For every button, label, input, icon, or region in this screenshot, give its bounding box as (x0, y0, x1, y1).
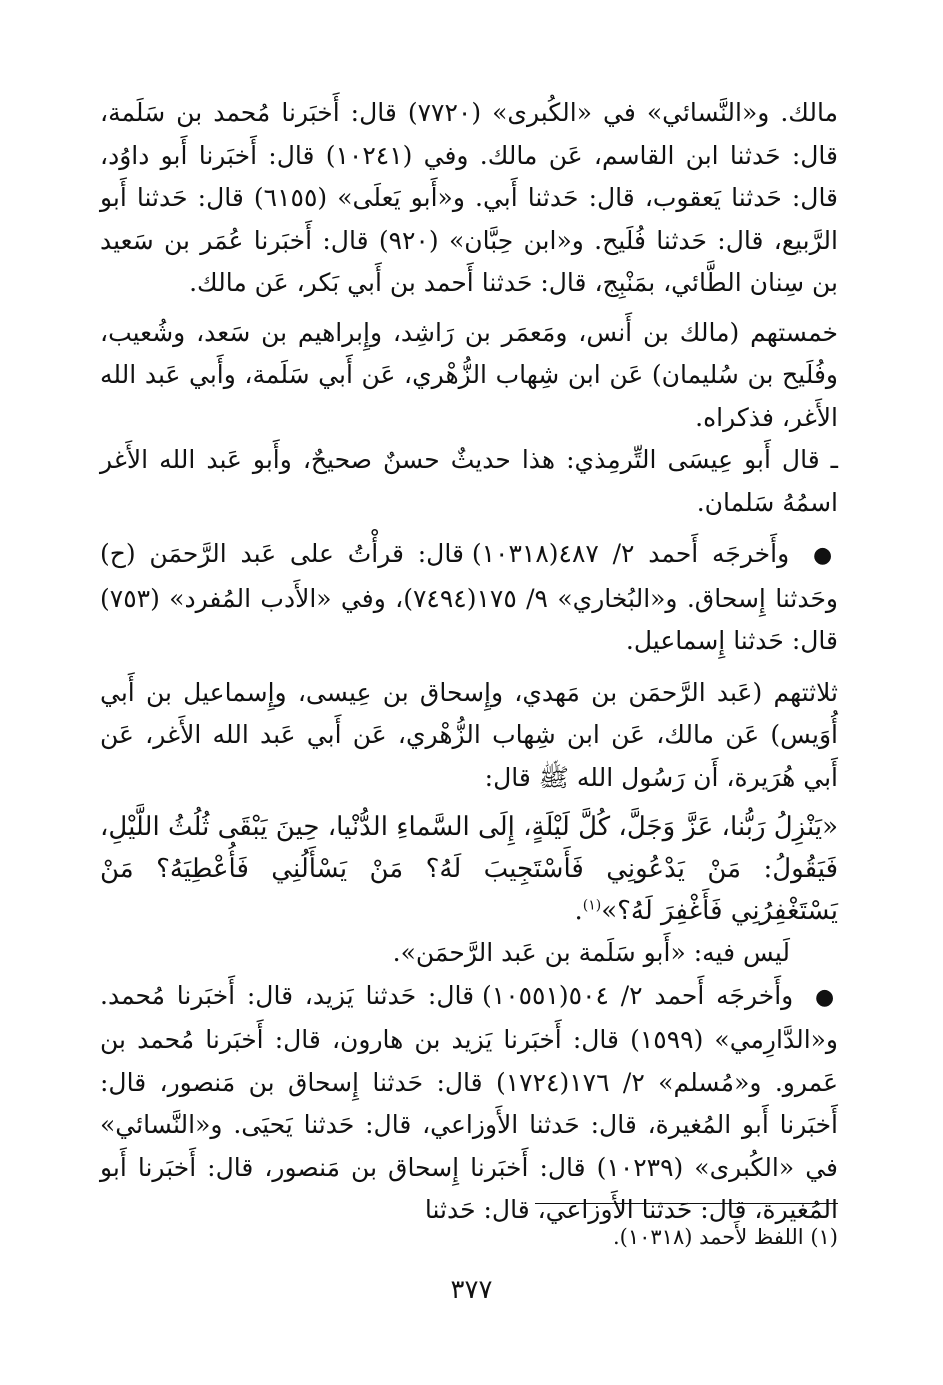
paragraph-thalathatuhum (100, 672, 838, 800)
text-line: ـ قال أَبو عِيسَى التِّرمِذي: هذا حديثٌ حسنٌ صحيحٌ، وأَبو عَبد الله الأَغر اسمُهُ (100, 445, 838, 517)
text-line: لَيس فيه: «أَبو سَلَمة بن عَبد الرَّحمَن». (392, 938, 790, 967)
bullet-icon: ● (812, 543, 838, 568)
bullet-icon: ● (814, 984, 838, 1010)
text-line: خمستهم (مالك بن أَنس، ومَعمَر بن رَاشِد، وإِبراهيم بن سَعد، وشُعيب، وفُلَيح بن (100, 317, 839, 389)
text-line: سُليمان) عَن ابن شِهاب الزُّهْري، عَن أَبي سَلَمة، وأَبي عَبد الله الأَغر، فذكراه. (100, 360, 838, 432)
paragraph-ahmad-bukhari (100, 533, 838, 663)
text-line: ثلاثتهم (عَبد الرَّحمَن بن مَهدي، وإِسحاق بن عِيسى، وإِسماعيل بن أَبي أُوَيس) (100, 677, 838, 749)
text-line: حَدثنا أَبي. و«أَبو يَعلَى» (٦١٥٥) قال: حَدثنا أَبو الرَّبيع، قال: حَدثنا فُلَيح. و«ابن حِبَّان» (100, 183, 838, 255)
text-line: القاسم، عَن مالك. وفي (١٠٢٤١) قال: أَخبَرنا أَبو داوُد، قال: حَدثنا يَعقوب، قال: (100, 140, 839, 212)
hadith-text (100, 806, 838, 932)
page-number: ٣٧٧ (450, 1275, 493, 1305)
text-line: (٩٢٠) قال: أَخبَرنا عُمَر بن سَعيد بن سِنان الطَّائي، بمَنْبِج، قال: حَدثنا أَحمد بن أَبي بَكر، (100, 225, 838, 297)
trailing-punct: . (574, 896, 583, 926)
paragraph-takhrij-malik (100, 92, 838, 305)
paragraph-ahmad-darimi-muslim (100, 975, 838, 1232)
text-line: وأَخرجَه أَحمد ٢/ ٤٨٧(١٠٣١٨) قال: قرأْتُ على عَبد الرَّحمَن (ح) وحَدثنا (100, 539, 838, 613)
text-line: «يَنْزِلُ رَبُّنا، عَزَّ وَجَلَّ، كُلَّ لَيْلَةٍ، إِلَى السَّماءِ الدُّنْيا، حِينَ يَبْقَى ثُلُثُ اللَّيْلِ، فَيَقُولُ: (100, 812, 838, 884)
paragraph-laysa-fihi (100, 932, 838, 975)
paragraph-khamsatuhum (100, 312, 838, 440)
text-line: الله ﷺ قال: (484, 762, 614, 792)
text-line: مَنْ يَدْعُونِي فَأَسْتَجِيبَ لَهُ؟ مَنْ يَسْأَلُنِي فَأُعْطِيَهُ؟ مَنْ يَسْتَغْفِرُنِي فَأَغْفِرَ لَهُ؟» (100, 854, 838, 926)
footnote-marker: (١) (582, 897, 602, 914)
text-line: سَلمان. (696, 487, 775, 517)
text-line: حَدثنا الأَوزاعي، قال: حَدثنا يَحيَى. و«النَّسائي» في «الكُبرى» (١٠٢٣٩) قال: أَخبَرنا (100, 1110, 838, 1182)
paragraph-tirmidhi-comment (100, 439, 838, 524)
text-line: و«الدَّارِمي» (١٥٩٩) قال: أَخبَرنا يَزيد بن هارون، قال: أَخبَرنا مُحمد بن عَمرو. (100, 1025, 839, 1097)
footnote: (١) اللفظ لأَحمد (١٠٣١٨). (612, 1225, 838, 1249)
text-line: و«مُسلم» ٢/ ١٧٦(١٧٢٤) قال: حَدثنا إِسحاق بن مَنصور، قال: أَخبَرنا أَبو المُغيرة، قال: (100, 1067, 838, 1139)
text-line: عَن مالك، عَن ابن شِهاب الزُّهْري، عَن أَبي عَبد الله الأَغر، عَن أَبي هُرَيرة، أَن رَسُول (100, 720, 838, 792)
text-line: إِسماعيل. (625, 626, 726, 655)
text-line: وأَخرجَه أَحمد ٢/ ٥٠٤(١٠٥٥١) قال: حَدثنا يَزيد، قال: أَخبَرنا مُحمد. (100, 980, 794, 1010)
text-line: إِسحاق. و«البُخاري» ٩/ ١٧٥(٧٤٩٤)، وفي «الأَدب المُفرد» (٧٥٣) قال: حَدثنا (100, 583, 838, 655)
footnote-divider (535, 1203, 838, 1204)
text-line: عَن مالك. (189, 268, 289, 297)
text-line: مالك. و«النَّسائي» في «الكُبرى» (٧٧٢٠) قال: أَخبَرنا مُحمد بن سَلَمة، قال: حَدثنا ابن (100, 98, 838, 170)
text-line: إِسحاق بن مَنصور، قال: أَخبَرنا أَبو المُغيرة، قال: حَدثنا الأَوزاعي، قال: حَدثنا (100, 1152, 838, 1224)
main-text (100, 92, 838, 1232)
